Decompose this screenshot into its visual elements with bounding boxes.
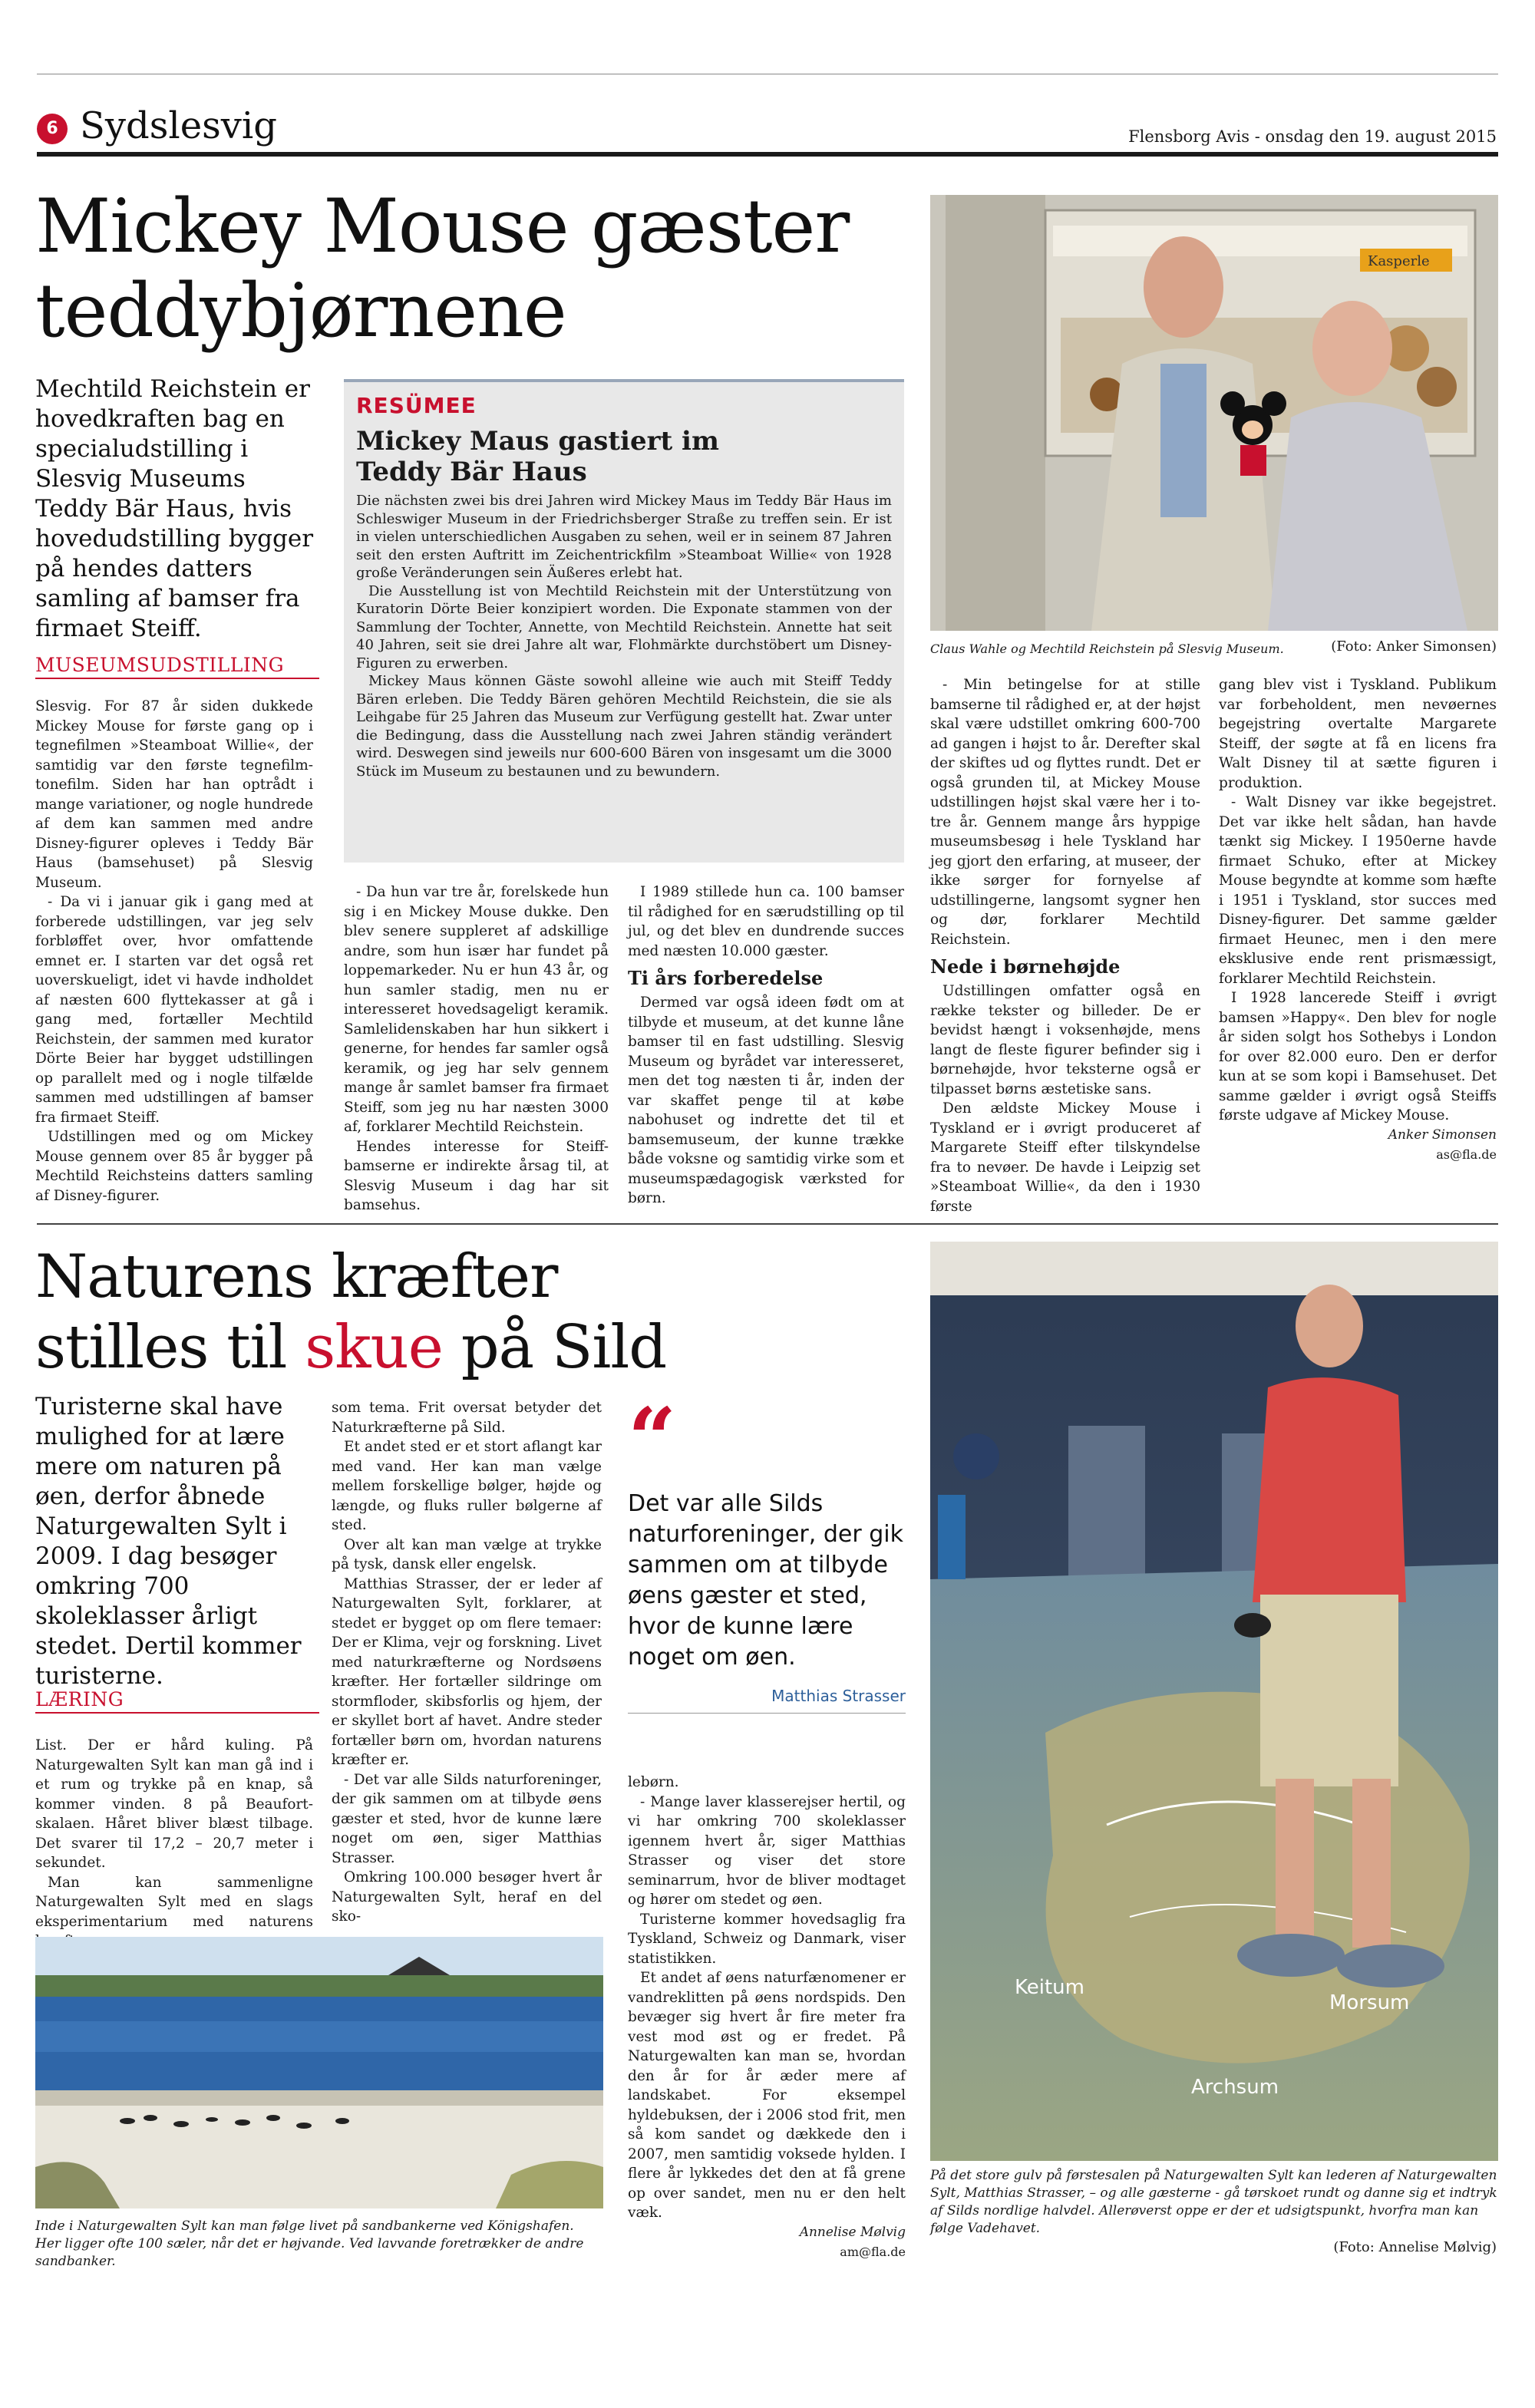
article1-col4	[930, 675, 1200, 1216]
resume-box	[344, 379, 904, 863]
article1-kicker: MUSEUMSUDSTILLING	[35, 654, 319, 679]
article1-headline-line2: teddybjørnene	[35, 268, 566, 354]
paragraph: Udstillingen med og om Mickey Mouse gennem over 85 år bygger på Mechtild Reichsteins datters samling af Disney-figurer.	[35, 1129, 313, 1204]
article2-photo-floor-caption: På det store gulv på førstesalen på Naturgewalten Sylt kan lederen af Naturgewalten Sylt, Matthias Strasser, – og alle gæsterne - gå tørskoet rundt og danne sig et indtryk af Silds nordlige halvdel. Allerøverst oppe er der et udsigtspunkt, hvorfra man kan følge Vadehavet.	[930, 2168, 1497, 2236]
resume-title	[356, 426, 892, 487]
paragraph: Turisterne kommer hovedsaglig fra Tyskland, Schweiz og Danmark, viser statistikken.	[628, 1911, 906, 1967]
article1-photo-caption: Claus Wahle og Mechtild Reichstein på Slesvig Museum.	[930, 642, 1284, 656]
article2-photo-beach	[35, 1937, 603, 2208]
quote-rule	[628, 1713, 906, 1714]
header-rule	[37, 152, 1498, 157]
paragraph: I 1989 stillede hun ca. 100 bamser til rådighed for en særudstilling op til jul, og det blev en dundrende succes med næsten 10.000 gæster.	[628, 884, 904, 959]
paragraph: lebørn.	[628, 1774, 679, 1790]
article2-col3	[628, 1773, 906, 2262]
article2-kicker: LÆRING	[35, 1688, 319, 1714]
article1-author: Anker Simonsen	[1388, 1126, 1497, 1143]
article2-email: am@fla.de	[840, 2245, 906, 2259]
section-title: Sydslesvig	[80, 104, 277, 147]
paragraph: I 1928 lancerede Steiff i øvrigt bamsen »Happy«. Den blev for nogle år siden solgt hos Sothebys i London for over 82.000 euro. Den er derfor kun at se som kopi i Bamsehuset. Det samme gælder i øvrigt også Steiffs første udgave af Mickey Mouse.	[1219, 990, 1497, 1123]
article1-headline	[35, 184, 941, 353]
article2-headline-line2	[35, 1312, 918, 1383]
beach-illustration	[35, 1937, 603, 2208]
page-number-badge	[37, 114, 68, 144]
paragraph: Hendes interesse for Steiff-bamserne er indirekte årsag til, at Slesvig Museum i dag har sit bamsehus.	[344, 1138, 609, 1213]
paragraph: Et andet af øens naturfænomener er vandreklitten på øens nordspids. Den bevæger sig hvert år fire meter fra vest mod øst og er fredet. På Naturgewalten kan man se, hvordan den år for år æder mere af landskabet. For eksempel hyldebuksen, der i 2006 stod frit, men så kom sandet og dækkede den i 2007, men samtidig voksede hylden. I flere år lykkedes det den at få grene op over sandet, men nu er den helt væk.	[628, 1970, 906, 2221]
article1-subhead-1: Ti års forberedelse	[628, 967, 824, 989]
quote-mark: “	[628, 1389, 677, 1488]
paragraph: - Min betingelse for at stille bamserne til rådighed er, at der højst skal være udstillet omkring 600-700 ad gangen i højst to år. Derefter skal der skiftes ud og flyttes rundt. Det er også grunden til, at Mickey Mouse udstillingen højst skal være her i to-tre år. Gennem mange års hyppige museumsbesøg i hele Tyskland har jeg gjort den erfaring, at museer, der ikke sørger for fornyelse af udstillingerne, langsomt sygner hen og dør, forklarer Mechtild Reichstein.	[930, 677, 1200, 948]
paper-date: Flensborg Avis - onsdag den 19. august 2015	[1128, 127, 1497, 146]
resume-label: RESÜMEE	[356, 393, 477, 418]
paragraph: gang blev vist i Tyskland. Publikum var forbeholdent, men nevøernes begejstring overtalte Margarete Steiff, der søgte at få en licens fra Walt Disney til at sætte figuren i produktion.	[1219, 677, 1497, 791]
paragraph: Man kan sammenligne Naturgewalten Sylt med en slags eksperimentarium med naturens	[35, 1874, 313, 1930]
headline-part: stilles til	[35, 1313, 305, 1382]
paragraph: - Da vi i januar gik i gang med at forberede udstillingen, var jeg selv forbløffet over, hvor omfattende emnet er. I starten var det også ret uoverskueligt, idet vi havde indholdet af næsten 600 flyttekasser at gå i gang med, fortæller Mechtild Reichstein, der sammen med kurator Dörte Beier har bygget udstillingen op parallelt med og i nogle tilfælde sammen med udstillingen af bamser fra firmaet Steiff.	[35, 894, 313, 1126]
paragraph: Die nächsten zwei bis drei Jahren wird Mickey Maus im Teddy Bär Haus im Schleswiger Museum in der Friedrichsberger Straße zu treffen sein. Er ist in vielen unterschiedlichen Ausgaben zu sehen, weil er in seinem 87 Jahren seit den ersten Auftritt im Zeichentrickfilm »Steamboat Willie« von 1928 große Veränderungen sein Äußeres erlebt hat.	[356, 493, 892, 581]
map-label: Archsum	[1191, 2076, 1279, 2099]
floor-map-illustration	[930, 1242, 1498, 2161]
paragraph: Die Ausstellung ist von Mechtild Reichstein mit der Unterstützung von Kuratorin Dörte Beier konzipiert worden. Die Exponate stammen von der Sammlung der Tochter, Annette, von Mechtild Reichstein. Annette hat seit 40 Jahren, seit sie drei Jahre alt war, Flohmärkte durchstöbert um Disney-Figuren zu erwerben.	[356, 582, 892, 671]
paragraph: Et andet sted er et stort aflangt kar med vand. Her kan man vælge mellem forskellige bølger, højde og længde, og fluks ruller bølgerne af sted.	[332, 1439, 602, 1533]
paragraph: - Walt Disney var ikke begejstret. Det var ikke helt sådan, han havde tænkt sig Mickey. I 1950erne havde firmaet Schuko, efter at Mickey Mouse begyndte at komme som hæfte i 1951 i Tyskland, stor succes med Disney-figurer. Det samme gælder firmaet Heunec, men i den mere eksklusive ende rent prismæssigt, forklarer Mechtild Reichstein.	[1219, 794, 1497, 987]
museum-scene-illustration	[930, 195, 1498, 631]
article2-lead: Turisterne skal have mulighed for at lære mere om naturen på øen, derfor åbnede Naturgewalten Sylt i 2009. I dag besøger omkring 700 skoleklasser årligt stedet. Dertil kommer turisterne.	[35, 1393, 302, 1690]
article1-subhead-2: Nede i børnehøjde	[930, 955, 1121, 978]
headline-highlight: skue	[305, 1313, 443, 1382]
article1-headline-line1: Mickey Mouse gæster	[35, 183, 850, 269]
headline-part: på Sild	[442, 1313, 667, 1382]
paragraph: som tema. Frit oversat betyder det Naturkræfterne på Sild.	[332, 1400, 602, 1436]
paragraph: Dermed var også ideen født om at tilbyde et museum, at det kunne låne bamser til en fast udstilling. Slesvig Museum og byrådet var interesseret, men det tog næsten ti år, inden der var skaffet penge til at købe nabohuset og indrette det til et bamsemuseum, der kunne trække både voksne og samtidig virke som et museumspædagogisk værksted for børn.	[628, 995, 904, 1206]
quote-text: Det var alle Silds naturforeninger, der gik sammen om at tilbyde øens gæster et sted, hvor de kunne lære noget om øen.	[628, 1490, 903, 1671]
paragraph: - Det var alle Silds naturforeninger, der gik sammen om at tilbyde øens gæster et sted, hvor de kunne lære noget om øen, siger Matthias Strasser.	[332, 1771, 602, 1866]
paragraph: Over alt kan man vælge at trykke på tysk, dansk eller engelsk.	[332, 1536, 602, 1572]
article1-col2	[344, 882, 609, 1216]
paragraph: - Da hun var tre år, forelskede hun sig i en Mickey Mouse dukke. Den blev senere suppleret af adskillige andre, som hun især har fundet på loppemarkeder. Nu er hun 43 år, og hun samler stadig, men nu er interesseret hovedsageligt keramik. Samlelidenskaben har hun sikkert i generne, for hendes far samler også keramik, og jeg har selv gennem mange år samlet bamser fra firmaet Steiff, som jeg nu har næsten 3000 af, forklarer Mechtild Reichstein.	[344, 884, 609, 1135]
quote-author: Matthias Strasser	[771, 1687, 906, 1705]
article1-email: as@fla.de	[1436, 1147, 1497, 1162]
paragraph: Udstillingen omfatter også en række tekster og billeder. De er bevidst hængt i voksenhøjde, mens langt de fleste figurer befinder sig i børnehøjde, hvor teksterne også er tilpasset børns æstetiske sans.	[930, 983, 1200, 1097]
article2-author: Annelise Mølvig	[799, 2224, 906, 2240]
page-number: 6	[46, 119, 58, 138]
article2-headline-line1: Naturens kræfter	[35, 1242, 558, 1311]
article1-photo	[930, 195, 1498, 631]
article1-col1	[35, 697, 313, 1206]
map-label: Morsum	[1329, 1991, 1410, 2014]
article1-col5	[1219, 675, 1497, 1165]
article2-photo-beach-caption: Inde i Naturgewalten Sylt kan man følge livet på sandbankerne ved Königshafen. Her ligger ofte 100 sæler, når det er højvande. Ved lavvande foretrækker de andre sandbanker.	[35, 2218, 584, 2269]
kasperle-sign: Kasperle	[1368, 253, 1430, 269]
article-separator	[37, 1223, 1498, 1225]
paragraph: Mickey Maus können Gäste sowohl alleine wie auch mit Steiff Teddy Bären erleben. Die Teddy Bären gehören Mechtild Reichstein, die sie als Leihgabe für 25 Jahren das Museum zur Verfügung gestellt hat. Zwar unter die Bedingung, dass die Ausstellung nach zwei Jahren ständig verändert wird. Deswegen sind jeweils nur 600-600 Bären von insgesamt um die 3000 Stück im Museum zu bestaunen und zu bewundern.	[356, 673, 892, 780]
article2-photo-floor-credit: (Foto: Annelise Mølvig)	[1333, 2239, 1497, 2255]
paragraph: Den ældste Mickey Mouse i Tyskland er i øvrigt produceret af Margarete Steiff efter tilskyndelse fra to nevøer. De havde i Leipzig set »Steamboat Willie«, da den i 1930 første	[930, 1100, 1200, 1215]
pull-quote	[628, 1389, 906, 1714]
article2-col1	[35, 1736, 313, 1951]
article1-col3	[628, 882, 904, 1209]
article2-col2	[332, 1398, 602, 1927]
resume-text	[356, 492, 892, 780]
map-label: Keitum	[1015, 1976, 1084, 1999]
paragraph: - Mange laver klasserejser hertil, og vi har omkring 700 skoleklasser igennem hvert år, siger Matthias Strasser og viser det store seminarrum, hvor de bliver modtaget og hører om stedet og øen.	[628, 1793, 906, 1908]
article1-lead: Mechtild Reichstein er hovedkraften bag en specialudstilling i Slesvig Museums Teddy Bär Haus, hvis hovedudstilling bygger på hendes datters samling af bamser fra firmaet Steiff.	[35, 375, 314, 642]
article2-headline	[35, 1242, 918, 1383]
article1-photo-credit: (Foto: Anker Simonsen)	[1331, 638, 1497, 655]
paragraph: Matthias Strasser, der er leder af Naturgewalten Sylt, forklarer, at stedet er bygget op om flere temaer: Der er Klima, vejr og forskning. Livet med naturkræfterne og Nordsøens kræfter. Her fortæller sildringe om stormfloder, skibsforlis og hjem, der er skyllet bort af havet. Andre steder fortæller børn om, hvordan naturens kræfter er.	[332, 1575, 602, 1768]
resume-title-line2: Teddy Bär Haus	[356, 457, 587, 487]
article2-photo-floor	[930, 1242, 1498, 2161]
resume-title-line1: Mickey Maus gastiert im	[356, 426, 719, 457]
paragraph: List. Der er hård kuling. På Naturgewalten Sylt kan man gå ind i et rum og trykke på en knap, så kommer vinden. 8 på Beaufort-skalaen. Håret bliver blæst tilbage. Det svarer til 17,2 – 20,7 meter i sekundet.	[35, 1737, 313, 1871]
paragraph: Omkring 100.000 besøger hvert år Naturgewalten Sylt, heraf en del sko-	[332, 1869, 602, 1925]
paragraph: Slesvig. For 87 år siden dukkede Mickey Mouse for første gang op i tegnefilmen »Steamboat Willie«, der samtidig var den første tegnefilm-tonefilm. Siden har han optrådt i mange variationer, og nogle hundrede af dem kan sammen med andre Disney-figurer opleves i Teddy Bär Haus (bamsehuset) på Slesvig Museum.	[35, 698, 313, 891]
